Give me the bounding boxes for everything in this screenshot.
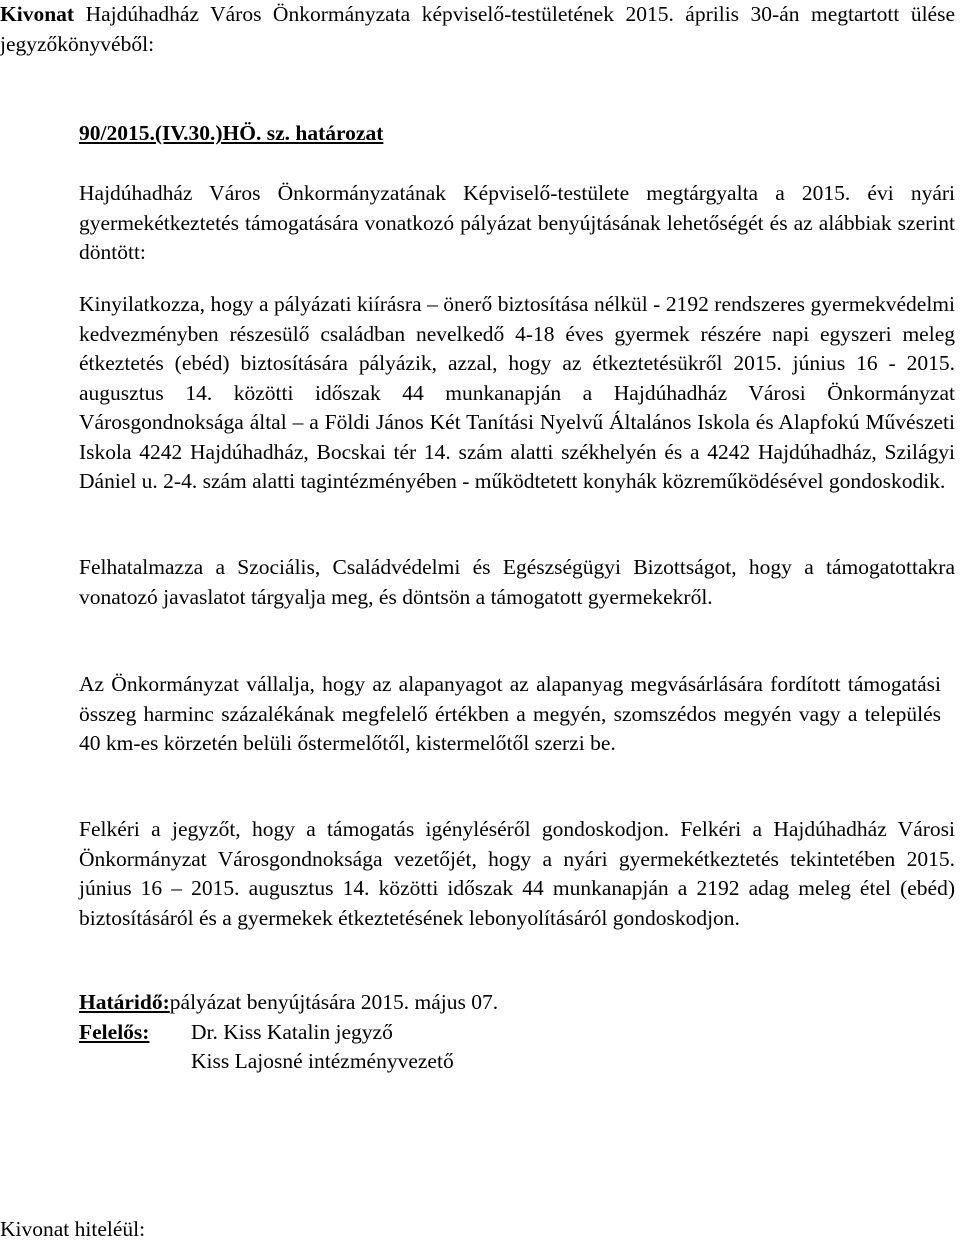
request-paragraph: Felkéri a jegyzőt, hogy a támogatás igényléséről gondoskodjon. Felkéri a Hajdúhadház Városi Önkormányzat Városgondnoksága vezetőjét, hogy a nyári gyermekétkeztetés tekintetében 2015. június 16 – 2015. augusztus 14. közötti időszak 44 munkanapján a 2192 adag meleg étel (ebéd) biztosításáról és a gyermekek étkeztetésének lebonyolításáról gondoskodjon.	[79, 817, 955, 930]
responsible-row	[79, 1018, 498, 1048]
authorization-paragraph: Felhatalmazza a Szociális, Családvédelmi és Egészségügyi Bizottságot, hogy a támogatottakra vonatozó javaslatot tárgyalja meg, és döntsön a támogatott gyermekekről.	[79, 555, 955, 609]
deadline-label: Határidő:	[79, 990, 170, 1014]
responsible-label: Felelős:	[79, 1019, 150, 1044]
deadline-responsible-block	[79, 988, 498, 1077]
declaration-paragraph: Kinyilatkozza, hogy a pályázati kiírásra – önerő biztosítása nélkül - 2192 rendszeres gyermekvédelmi kedvezményben részesülő családban nevelkedő 4-18 éves gyermek részére napi egyszeri meleg étkeztetés (ebéd) biztosítására pályázik, azzal, hogy az étkeztetésükről 2015. június 16 - 2015. augusztus 14. közötti időszak 44 munkanapján a Hajdúhadház Városi Önkormányzat Városgondnoksága által – a Földi János Két Tanítási Nyelvű Általános Iskola és Alapfokú Művészeti Iskola 4242 Hajdúhadház, Bocskai tér 14. szám alatti székhelyén és a 4242 Hajdúhadház, Szilágyi Dániel u. 2-4. szám alatti tagintézményében - működtetett konyhák közreműködésével gondoskodik.	[79, 292, 955, 493]
deadline-value: pályázat benyújtására 2015. május 07.	[169, 990, 499, 1014]
document-heading	[0, 0, 955, 59]
heading-keyword: Kivonat	[0, 2, 75, 26]
intro-paragraph: Hajdúhadház Város Önkormányzatának Képviselő-testülete megtárgyalta a 2015. évi nyári gyermekétkeztetés támogatására vonatkozó pályázat benyújtásának lehetőségét és az alábbiak szerint döntött:	[79, 181, 955, 264]
responsible-person-1: Dr. Kiss Katalin jegyző	[191, 1019, 393, 1044]
deadline-row	[79, 988, 498, 1018]
responsible-row-2	[79, 1047, 498, 1077]
heading-text: Hajdúhadház Város Önkormányzata képviselő-testületének 2015. április 30-án megtartott ülése jegyzőkönyvéből:	[0, 2, 955, 56]
resolution-number: 90/2015.(IV.30.)HÖ. sz. határozat	[79, 121, 384, 145]
responsible-person-2: Kiss Lajosné intézményvezető	[191, 1049, 454, 1073]
certified-label: Kivonat hiteléül:	[0, 1217, 146, 1241]
commitment-paragraph: Az Önkormányzat vállalja, hogy az alapanyagot az alapanyag megvásárlására fordított támogatási összeg harminc százalékának megfelelő értékben a megyén, szomszédos megyén vagy a település 40 km-es körzetén belüli őstermelőtől, kistermelőtől szerzi be.	[79, 672, 941, 755]
